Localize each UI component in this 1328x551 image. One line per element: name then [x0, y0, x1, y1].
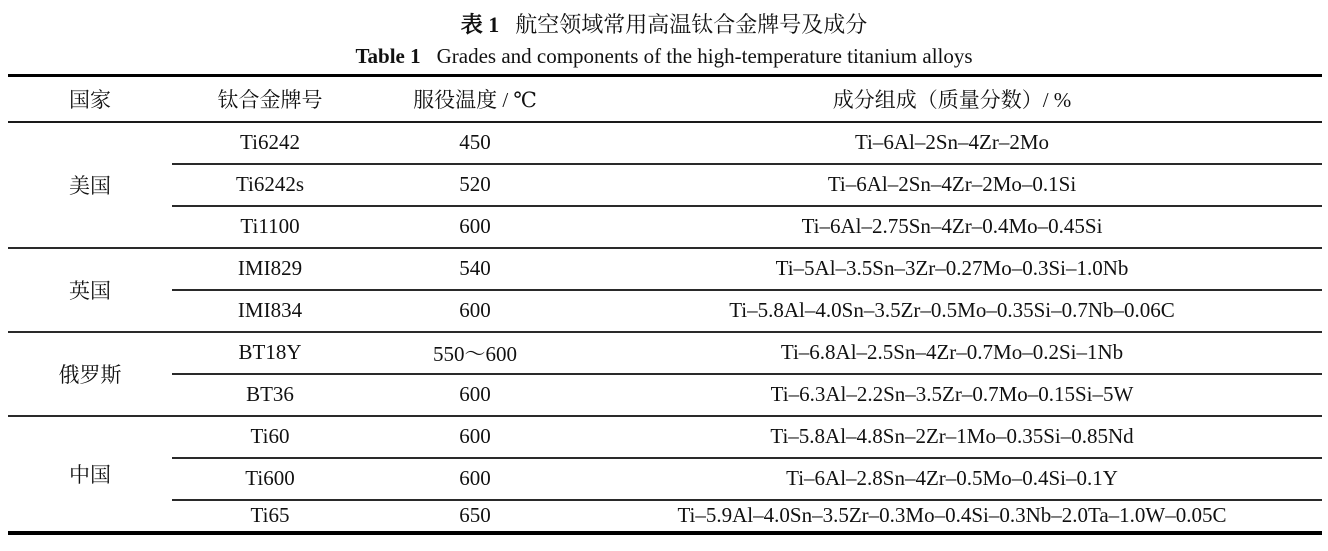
temperature-cell: 600 — [368, 416, 582, 458]
table-row — [8, 164, 1322, 206]
composition-cell: Ti–5.9Al–4.0Sn–3.5Zr–0.3Mo–0.4Si–0.3Nb–2.0Ta–1.0W–0.05C — [677, 503, 1227, 527]
table-row — [8, 290, 1322, 332]
header-row — [8, 76, 1322, 122]
table-caption-en — [0, 42, 1328, 74]
temperature-cell: 650 — [459, 503, 491, 527]
table-caption-en-title: Grades and components of the high-temperature titanium alloys — [436, 44, 973, 68]
country-cell: 俄罗斯 — [8, 332, 172, 416]
column-header-grade: 钛合金牌号 — [172, 76, 368, 122]
table-row — [8, 416, 1322, 458]
grade-cell: Ti60 — [172, 416, 368, 458]
alloy-table — [8, 74, 1322, 535]
table-row — [8, 206, 1322, 248]
column-header-country: 国家 — [8, 76, 172, 122]
country-cell: 英国 — [8, 248, 172, 332]
composition-cell: Ti–6Al–2Sn–4Zr–2Mo–0.1Si — [582, 164, 1322, 206]
composition-cell: Ti–6.3Al–2.2Sn–3.5Zr–0.7Mo–0.15Si–5W — [582, 374, 1322, 416]
temperature-cell: 600 — [368, 374, 582, 416]
temperature-cell: 540 — [368, 248, 582, 290]
composition-cell: Ti–5.8Al–4.0Sn–3.5Zr–0.5Mo–0.35Si–0.7Nb–0.06C — [582, 290, 1322, 332]
temperature-cell: 600 — [368, 206, 582, 248]
temperature-cell: 600 — [368, 458, 582, 500]
country-cell: 美国 — [8, 122, 172, 248]
composition-cell: Ti–5Al–3.5Sn–3Zr–0.27Mo–0.3Si–1.0Nb — [582, 248, 1322, 290]
table-row — [8, 248, 1322, 290]
grade-cell: Ti1100 — [172, 206, 368, 248]
grade-cell: Ti6242 — [172, 122, 368, 164]
table-row — [8, 374, 1322, 416]
country-cell: 中国 — [8, 416, 172, 533]
table-caption-zh — [0, 0, 1328, 42]
table-row — [8, 500, 1322, 533]
grade-cell: Ti65 — [250, 503, 290, 527]
column-header-temperature: 服役温度 / ℃ — [368, 76, 582, 122]
table-row — [8, 332, 1322, 374]
temperature-cell: 450 — [368, 122, 582, 164]
temperature-cell: 600 — [368, 290, 582, 332]
composition-cell: Ti–6Al–2.8Sn–4Zr–0.5Mo–0.4Si–0.1Y — [582, 458, 1322, 500]
table-row — [8, 122, 1322, 164]
table-caption-en-label: Table 1 — [355, 44, 421, 68]
table-caption-zh-title: 航空领域常用高温钛合金牌号及成分 — [515, 12, 868, 37]
grade-cell: BT36 — [172, 374, 368, 416]
grade-cell: BT18Y — [172, 332, 368, 374]
table-caption-zh-label: 表 1 — [460, 12, 500, 37]
temperature-cell: 550～600 — [368, 332, 582, 374]
grade-cell: IMI829 — [172, 248, 368, 290]
column-header-composition: 成分组成（质量分数）/ % — [582, 76, 1322, 122]
composition-cell: Ti–6Al–2.75Sn–4Zr–0.4Mo–0.45Si — [582, 206, 1322, 248]
grade-cell: Ti6242s — [172, 164, 368, 206]
temperature-cell: 520 — [368, 164, 582, 206]
composition-cell: Ti–5.8Al–4.8Sn–2Zr–1Mo–0.35Si–0.85Nd — [582, 416, 1322, 458]
composition-cell: Ti–6.8Al–2.5Sn–4Zr–0.7Mo–0.2Si–1Nb — [582, 332, 1322, 374]
composition-cell: Ti–6Al–2Sn–4Zr–2Mo — [582, 122, 1322, 164]
grade-cell: Ti600 — [172, 458, 368, 500]
grade-cell: IMI834 — [172, 290, 368, 332]
table-row — [8, 458, 1322, 500]
